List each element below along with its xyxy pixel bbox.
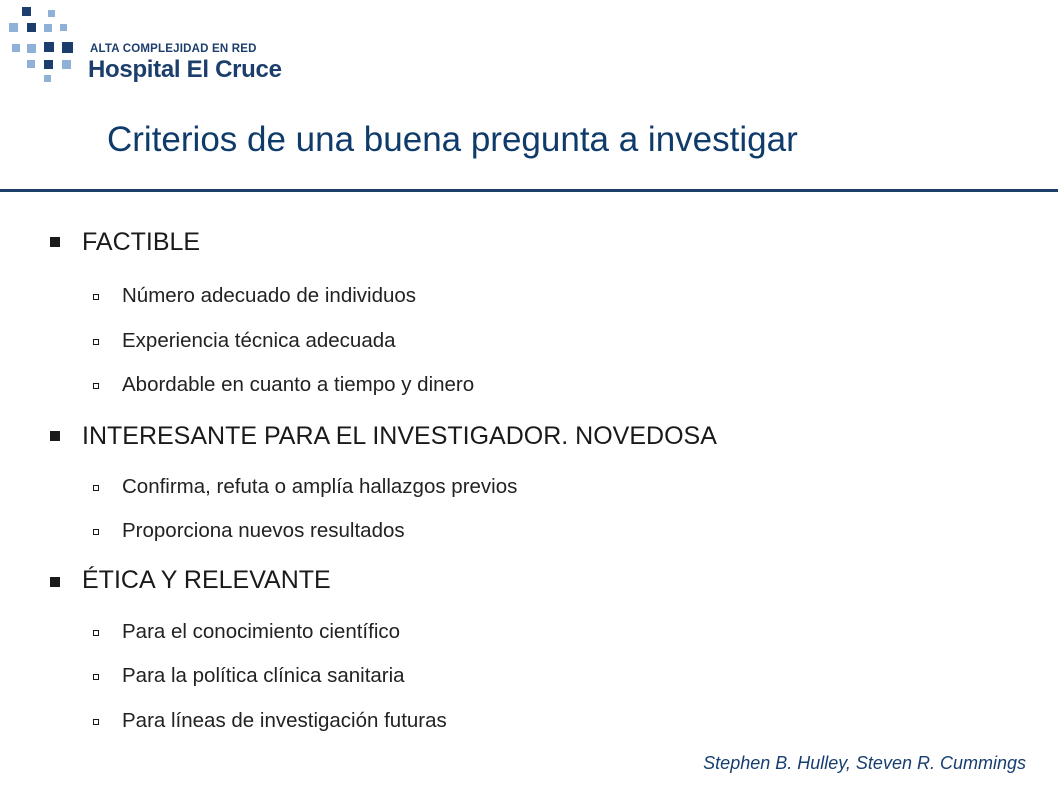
- hollow-square-bullet-icon: [93, 339, 99, 345]
- list-item: Abordable en cuanto a tiempo y dinero: [122, 373, 475, 396]
- hollow-square-bullet-icon: [93, 294, 99, 300]
- square-bullet-icon: [50, 431, 60, 441]
- list-item: Para la política clínica sanitaria: [122, 664, 405, 687]
- list-item: Para el conocimiento científico: [122, 620, 401, 643]
- section-heading: FACTIBLE: [82, 228, 201, 256]
- list-item: Experiencia técnica adecuada: [122, 329, 396, 352]
- hollow-square-bullet-icon: [93, 485, 99, 491]
- square-bullet-icon: [50, 577, 60, 587]
- list-item: Confirma, refuta o amplía hallazgos previos: [122, 475, 518, 498]
- logo-name: Hospital El Cruce: [88, 56, 282, 83]
- hollow-square-bullet-icon: [93, 529, 99, 535]
- square-bullet-icon: [50, 237, 60, 247]
- list-item: Número adecuado de individuos: [122, 284, 417, 307]
- logo-tagline: ALTA COMPLEJIDAD EN RED: [90, 43, 257, 55]
- slide-title: Criterios de una buena pregunta a investigar: [107, 120, 798, 159]
- hollow-square-bullet-icon: [93, 383, 99, 389]
- hollow-square-bullet-icon: [93, 630, 99, 636]
- hollow-square-bullet-icon: [93, 674, 99, 680]
- section-heading: ÉTICA Y RELEVANTE: [82, 566, 331, 594]
- list-item: Proporciona nuevos resultados: [122, 519, 405, 542]
- citation-credit: Stephen B. Hulley, Steven R. Cummings: [703, 753, 1026, 773]
- list-item: Para líneas de investigación futuras: [122, 709, 447, 732]
- section-heading: INTERESANTE PARA EL INVESTIGADOR. NOVEDOSA: [82, 422, 717, 450]
- hollow-square-bullet-icon: [93, 719, 99, 725]
